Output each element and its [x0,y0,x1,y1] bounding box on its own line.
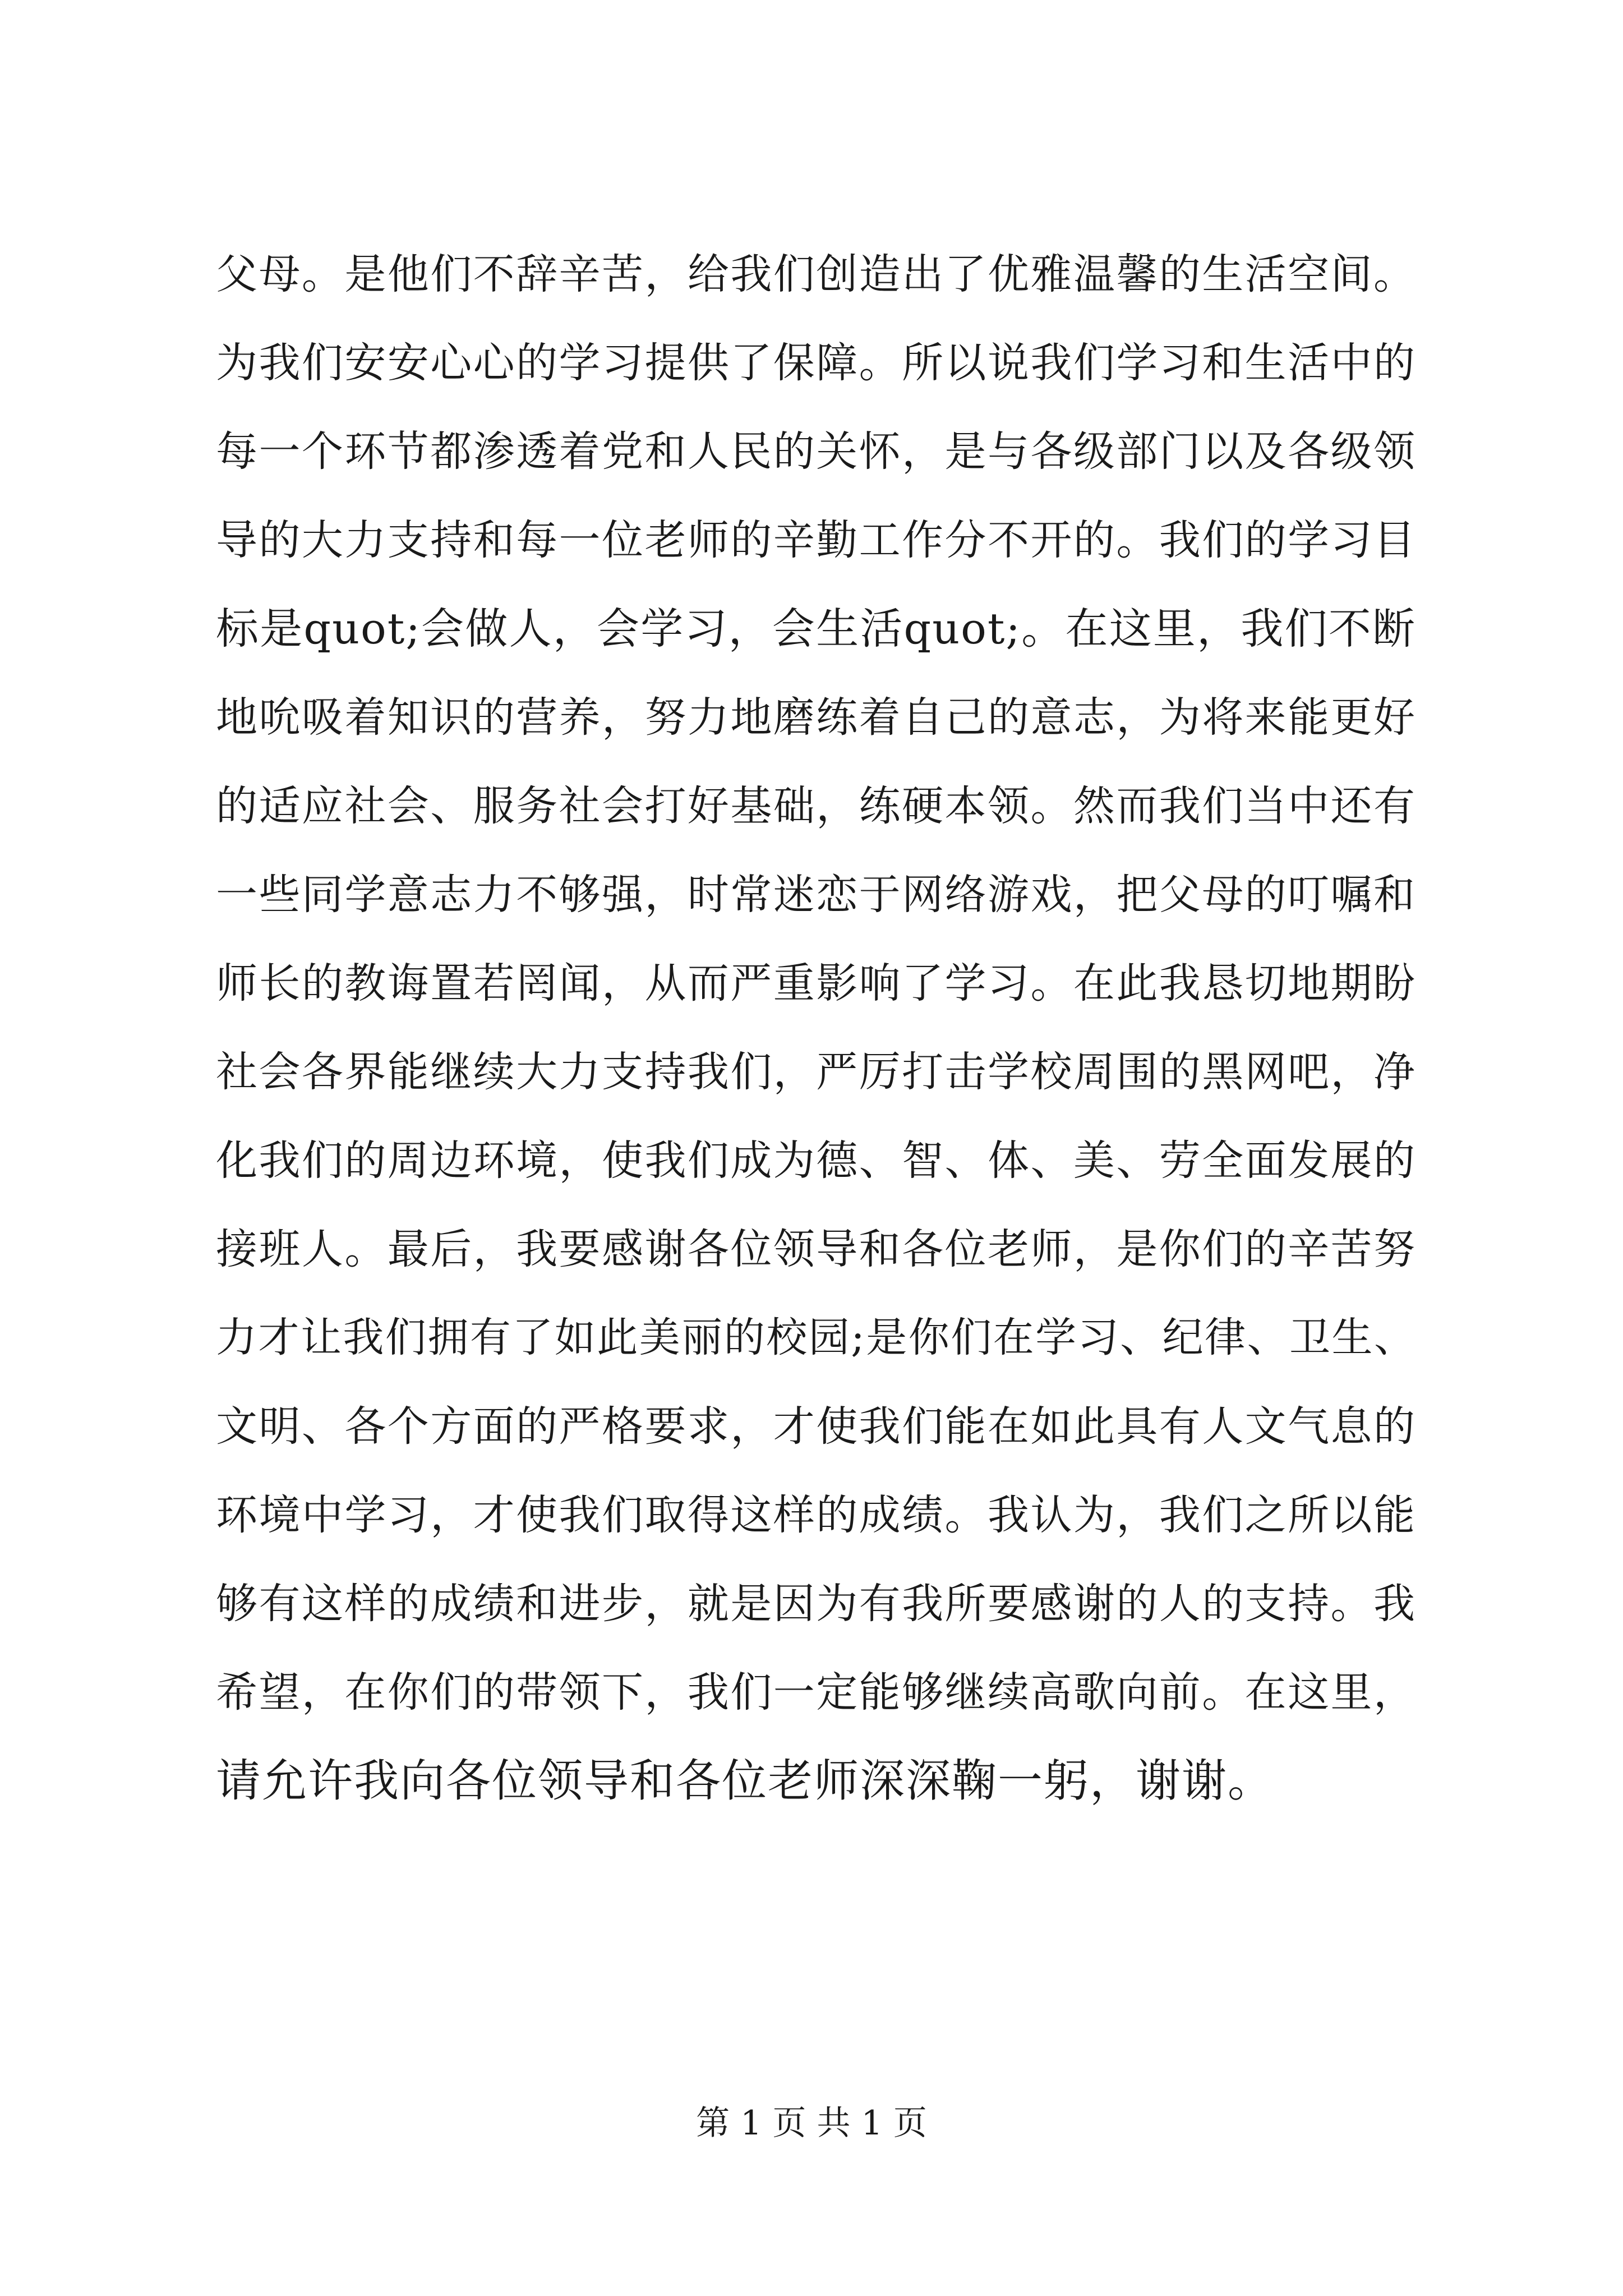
text-line: 导的大力支持和每一位老师的辛勤工作分不开的。我们的学习目 [216,516,1416,564]
text-line: 够有这样的成绩和进步，就是因为有我所要感谢的人的支持。我 [216,1580,1416,1628]
text-line: 父母。是他们不辞辛苦，给我们创造出了优雅温馨的生活空间。 [216,250,1416,298]
text-line: 社会各界能继续大力支持我们，严厉打击学校周围的黑网吧，净 [216,1048,1416,1096]
text-line: 文明、各个方面的严格要求，才使我们能在如此具有人文气息的 [216,1402,1416,1451]
text-line: 希望，在你们的带领下，我们一定能够继续高歌向前。在这里， [216,1668,1416,1717]
text-line: 的适应社会、服务社会打好基础，练硬本领。然而我们当中还有 [216,782,1416,830]
page-footer: 第 1 页 共 1 页 [696,2104,927,2143]
text-line: 一些同学意志力不够强，时常迷恋于网络游戏，把父母的叮嘱和 [216,871,1416,919]
text-line: 每一个环节都渗透着党和人民的关怀，是与各级部门以及各级领 [216,427,1416,476]
text-line: 为我们安安心心的学习提供了保障。所以说我们学习和生活中的 [216,339,1416,387]
text-line: 请允许我向各位领导和各位老师深深鞠一躬，谢谢。 [216,1755,1274,1807]
body-text [216,230,1416,1825]
text-line: 师长的教诲置若罔闻，从而严重影响了学习。在此我恳切地期盼 [216,959,1416,1007]
text-line: 地吮吸着知识的营养，努力地磨练着自己的意志，为将来能更好 [216,693,1416,742]
text-line: 标是quot;会做人，会学习，会生活quot;。在这里，我们不断 [216,604,1416,654]
text-line: 接班人。最后，我要感谢各位领导和各位老师，是你们的辛苦努 [216,1225,1416,1273]
text-line: 力才让我们拥有了如此美丽的校园;是你们在学习、纪律、卫生、 [216,1314,1416,1361]
text-line: 化我们的周边环境，使我们成为德、智、体、美、劳全面发展的 [216,1137,1416,1185]
text-line: 环境中学习，才使我们取得这样的成绩。我认为，我们之所以能 [216,1491,1416,1539]
